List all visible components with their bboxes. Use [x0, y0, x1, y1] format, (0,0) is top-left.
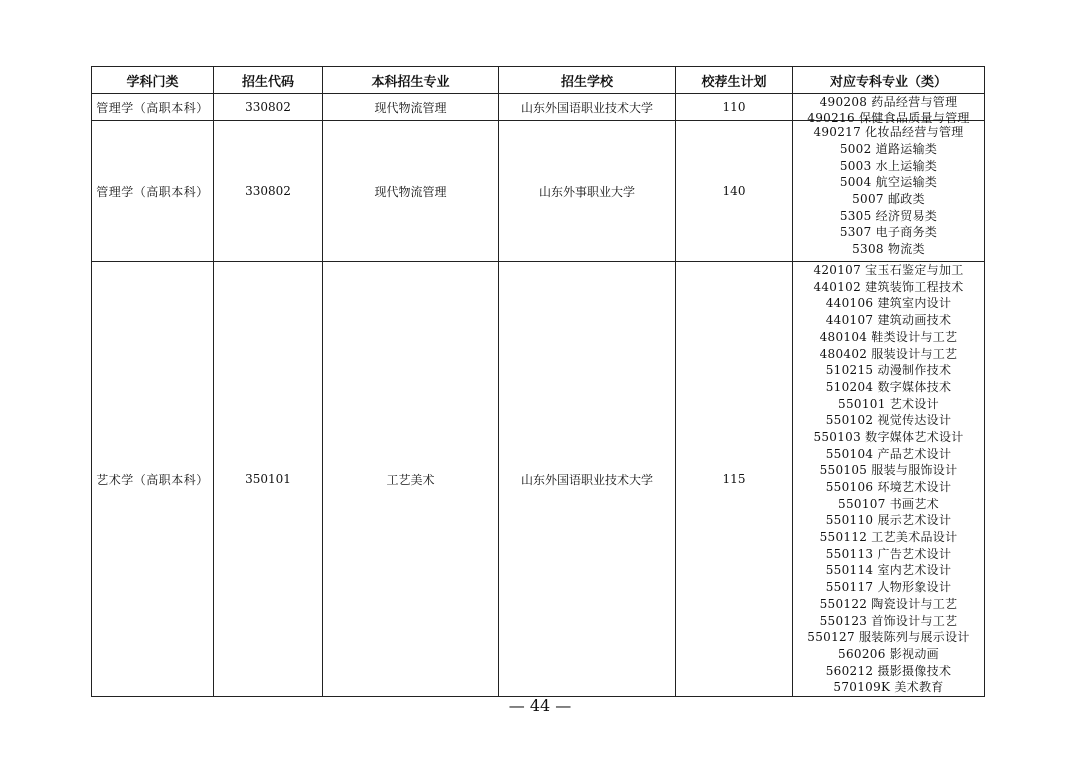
- related-major-item: 560206 影视动画: [838, 646, 939, 661]
- cell-related-majors: [793, 262, 985, 697]
- cell-school: 山东外事职业大学: [499, 121, 676, 262]
- cell-major: 现代物流管理: [323, 121, 499, 262]
- related-major-item: 550101 艺术设计: [838, 396, 939, 411]
- related-major-item: 550105 服装与服饰设计: [819, 463, 958, 478]
- related-major-item: 550110 展示艺术设计: [825, 513, 952, 528]
- cell-major: 工艺美术: [323, 262, 499, 697]
- enrollment-table: [91, 66, 985, 697]
- related-major-item: 550106 环境艺术设计: [825, 480, 952, 494]
- cell-code: 330802: [214, 121, 323, 262]
- related-major-item: 560212 摄影摄像技术: [825, 663, 952, 678]
- table-row: [92, 94, 985, 121]
- cell-plan: 110: [676, 94, 793, 121]
- cell-plan: 115: [676, 262, 793, 697]
- related-major-item: 570109K 美术教育: [833, 680, 944, 695]
- related-major-item: 490208 药品经营与管理: [819, 95, 958, 110]
- header-code: 招生代码: [214, 67, 323, 94]
- related-major-item: 5308 物流类: [852, 242, 925, 257]
- related-major-item: 550114 室内艺术设计: [825, 563, 952, 578]
- header-school: 招生学校: [499, 67, 676, 94]
- related-major-item: 550103 数字媒体艺术设计: [813, 429, 964, 444]
- header-major: 本科招生专业: [323, 67, 499, 94]
- related-major-item: 550127 服装陈列与展示设计: [807, 630, 970, 645]
- related-major-item: 5307 电子商务类: [839, 225, 938, 240]
- related-major-item: 550122 陶瓷设计与工艺: [819, 596, 958, 611]
- header-related: 对应专科专业（类）: [793, 67, 985, 94]
- related-major-item: 480402 服装设计与工艺: [819, 346, 958, 361]
- header-subject: 学科门类: [92, 67, 214, 94]
- related-major-item: 440106 建筑室内设计: [825, 296, 952, 311]
- related-major-item: 480104 鞋类设计与工艺: [819, 329, 958, 344]
- related-major-item: 550123 首饰设计与工艺: [819, 613, 958, 628]
- cell-subject: 艺术学（高职本科）: [92, 262, 214, 697]
- cell-school: 山东外国语职业技术大学: [499, 262, 676, 697]
- related-major-item: 550102 视觉传达设计: [825, 413, 952, 428]
- related-major-item: 550107 书画艺术: [838, 496, 939, 511]
- cell-code: 350101: [214, 262, 323, 697]
- related-major-item: 440102 建筑装饰工程技术: [813, 279, 964, 294]
- cell-major: 现代物流管理: [323, 94, 499, 121]
- related-major-item: 5003 水上运输类: [839, 158, 938, 173]
- related-major-item: 510215 动漫制作技术: [825, 363, 952, 378]
- cell-plan: 140: [676, 121, 793, 262]
- cell-school: 山东外国语职业技术大学: [499, 94, 676, 121]
- related-major-item: 5305 经济贸易类: [839, 208, 938, 223]
- table-row: [92, 262, 985, 697]
- related-major-item: 5007 邮政类: [852, 192, 925, 206]
- cell-related-majors: [793, 94, 985, 125]
- related-major-item: 5002 道路运输类: [839, 141, 938, 156]
- related-major-item: 5004 航空运输类: [839, 175, 938, 190]
- related-major-item: 550117 人物形象设计: [825, 580, 952, 595]
- table-row: [92, 121, 985, 262]
- related-major-item: 490216 保健食品质量与管理: [807, 110, 970, 125]
- related-major-item: 490217 化妆品经营与管理: [813, 125, 964, 140]
- related-major-item: 550112 工艺美术品设计: [819, 530, 958, 545]
- related-major-item: 550104 产品艺术设计: [825, 446, 952, 461]
- cell-subject: 管理学（高职本科）: [92, 94, 214, 121]
- related-major-item: 440107 建筑动画技术: [825, 313, 952, 328]
- header-plan: 校荐生计划: [676, 67, 793, 94]
- table-header-row: [92, 67, 985, 94]
- related-major-item: 510204 数字媒体技术: [825, 379, 952, 394]
- related-major-item: 550113 广告艺术设计: [825, 546, 952, 561]
- page-number: — 44 —: [508, 696, 572, 715]
- cell-related-majors: [793, 121, 985, 262]
- cell-subject: 管理学（高职本科）: [92, 121, 214, 262]
- related-major-item: 420107 宝玉石鉴定与加工: [813, 263, 964, 278]
- cell-code: 330802: [214, 94, 323, 121]
